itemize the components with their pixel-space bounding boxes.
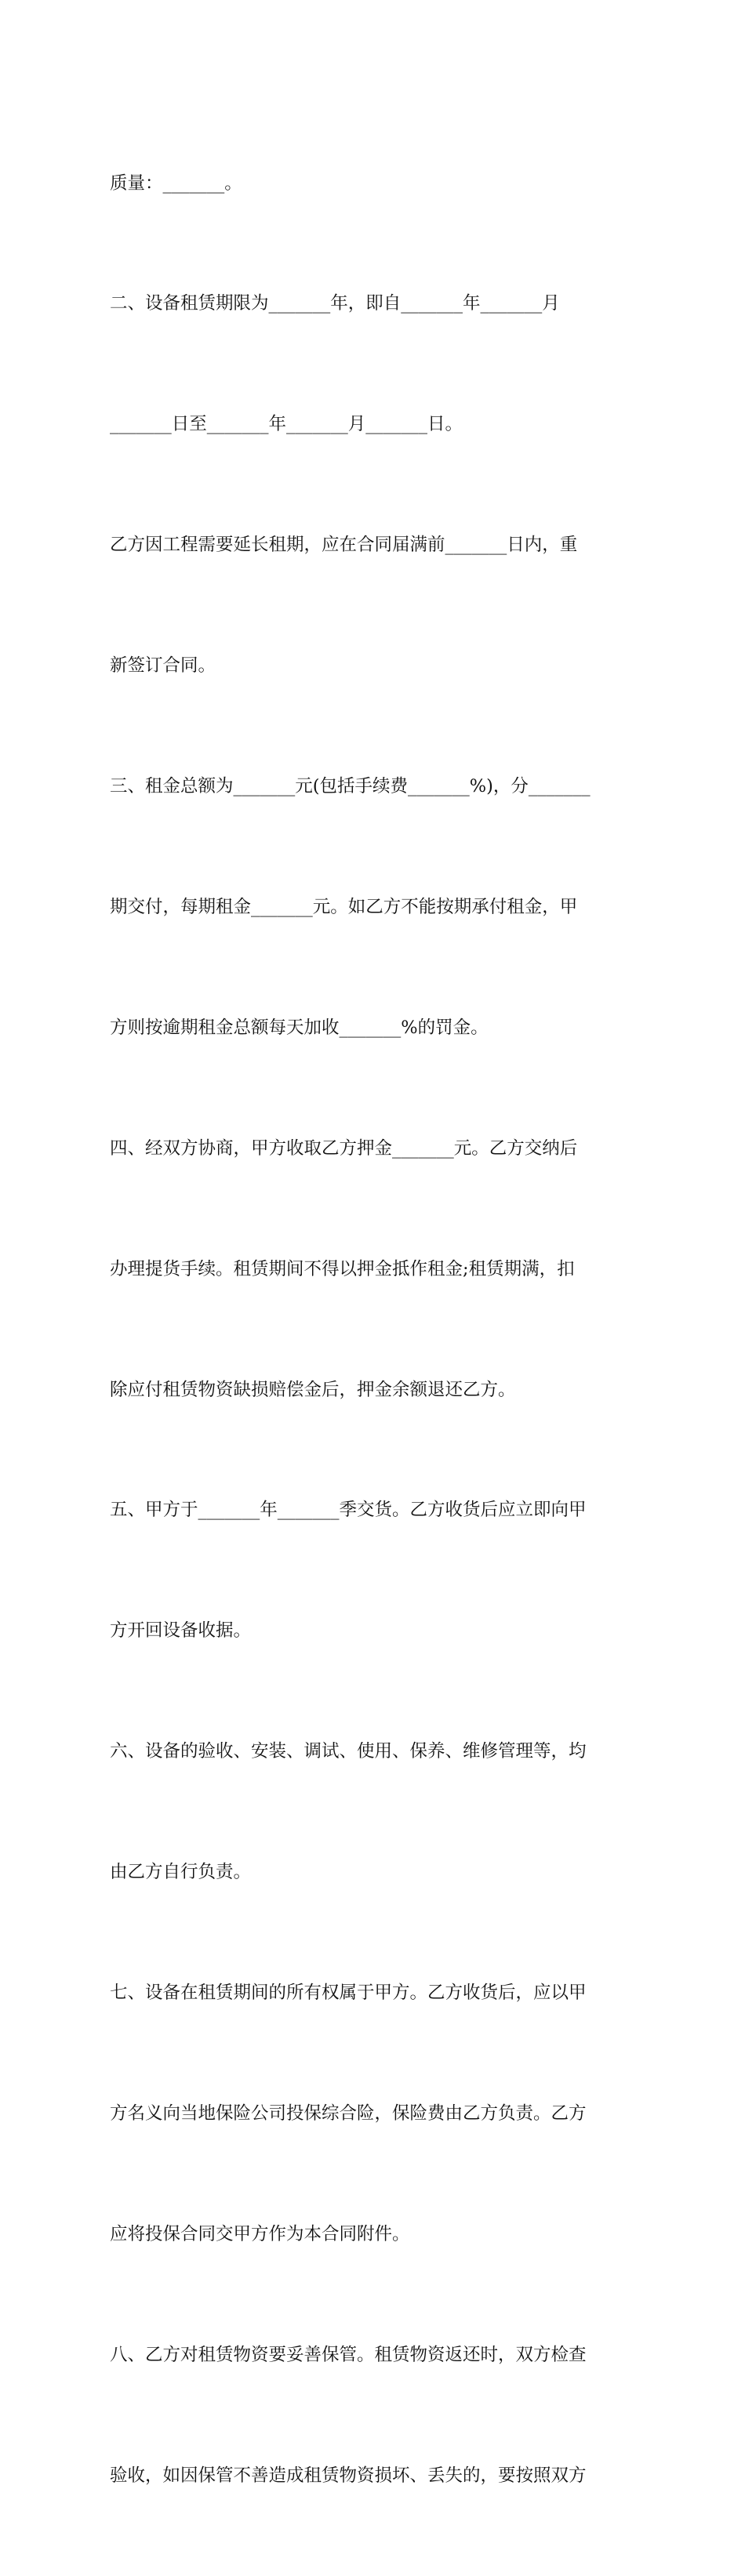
text-line: 新签订合同。	[110, 655, 216, 677]
text-line: 方名义向当地保险公司投保综合险，保险费由乙方负责。乙方	[110, 2103, 587, 2124]
text-line: 八、乙方对租赁物资要妥善保管。租赁物资返还时，双方检查	[110, 2344, 587, 2365]
text-line: 由乙方自行负责。	[110, 1862, 252, 1883]
text-line: 验收，如因保管不善造成租赁物资损坏、丢失的，要按照双方	[110, 2465, 587, 2486]
text-line: 乙方因工程需要延长租期，应在合同届满前_______日内，重	[110, 535, 578, 556]
text-line: 二、设备租赁期限为_______年，即自_______年_______月	[110, 293, 560, 314]
text-line: 三、租金总额为_______元(包括手续费_______%)，分_______	[110, 776, 591, 797]
contract-text	[110, 83, 651, 2576]
text-line: 方开回设备收据。	[110, 1620, 252, 1642]
text-line: 七、设备在租赁期间的所有权属于甲方。乙方收货后，应以甲	[110, 1982, 587, 2003]
text-line: 办理提货手续。租赁期间不得以押金抵作租金;租赁期满，扣	[110, 1258, 575, 1279]
text-line: _______日至_______年_______月_______日。	[110, 414, 463, 435]
text-line: 应将投保合同交甲方作为本合同附件。	[110, 2223, 410, 2244]
text-line: 方则按逾期租金总额每天加收_______%的罚金。	[110, 1017, 489, 1038]
text-line: 除应付租赁物资缺损赔偿金后，押金余额退还乙方。	[110, 1379, 516, 1400]
text-line: 质量：_______。	[110, 172, 242, 194]
text-line: 期交付，每期租金_______元。如乙方不能按期承付租金，甲	[110, 896, 578, 917]
text-line: 四、经双方协商，甲方收取乙方押金_______元。乙方交纳后	[110, 1137, 578, 1159]
text-line: 六、设备的验收、安装、调试、使用、保养、维修管理等，均	[110, 1741, 587, 1762]
text-line: 五、甲方于_______年_______季交货。乙方收货后应立即向甲	[110, 1500, 587, 1521]
